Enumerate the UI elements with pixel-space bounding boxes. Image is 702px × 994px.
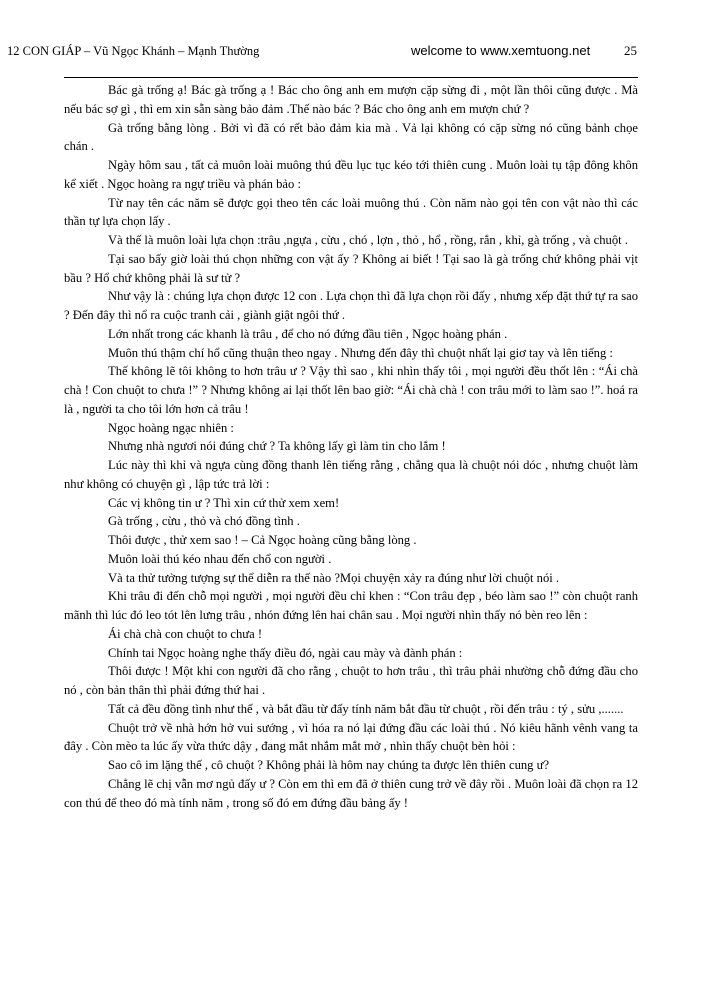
paragraph: Và thế là muôn loài lựa chọn :trâu ,ngựa , cừu , chó , lợn , thỏ , hổ , rồng, rắn , khỉ, gà trống , và chuột . <box>108 233 628 247</box>
paragraph: Từ nay tên các năm sẽ được gọi theo tên các loài muông thú . Còn năm nào gọi tên con vật nào thì các thần tự lựa chọn lấy . <box>64 195 638 229</box>
paragraph: Lớn nhất trong các khanh là trâu , để cho nó đứng đầu tiên , Ngọc hoàng phán . <box>108 326 508 341</box>
paragraph: Các vị không tin ư ? Thì xin cứ thử xem xem! <box>108 495 340 510</box>
paragraph: Bác gà trống ạ! Bác gà trống ạ ! Bác cho ông anh em mượn cặp sừng đi , một lần thôi cũng được . Mà nếu bác sợ gì , thì em xin sẵn sàng bảo đảm .Thế nào bác ? Bác cho ông anh em mượn chứ ? <box>64 83 638 116</box>
paragraph: Ngày hôm sau , tất cả muôn loài muông thú đều lục tục kéo tới thiên cung . Muôn loài tụ tập đông khôn kể xiết . Ngọc hoàng ra ngự triều và phán bảo : <box>64 158 638 191</box>
book-title: 12 CON GIÁP – Vũ Ngọc Khánh – Mạnh Thường <box>7 44 260 58</box>
paragraph: Chính tai Ngọc hoàng nghe thấy điều đó, ngài cau mày và đành phán : <box>108 645 463 660</box>
paragraph: Gà trống , cừu , thỏ và chó đồng tình . <box>108 514 300 529</box>
paragraph: Lúc này thì khỉ và ngựa cùng đồng thanh lên tiếng rằng , chẳng qua là chuột nói dóc , nhưng chuột làm như không có chuyện gì , lập tức trả lời : <box>64 458 638 491</box>
paragraph: Tất cả đều đồng tình như thế , và bắt đầu từ đấy tính năm bắt đầu từ chuột , rồi đến trâu : tý , sửu ,....... <box>108 701 624 716</box>
paragraph: Gà trống bằng lòng . Bởi vì đã có rết bảo đảm kia mà . Vả lại không có cặp sừng nó cũng bảnh chọe chán . <box>64 120 638 154</box>
paragraph: Tại sao bấy giờ loài thú chọn những con vật ấy ? Không ai biết ! Tại sao là gà trống chứ không phải vịt bầu ? Hổ chứ không phải là sư tử ? <box>64 251 638 285</box>
story-body <box>64 81 638 812</box>
paragraph: Và ta thử tưởng tượng sự thể diễn ra thế nào ?Mọi chuyện xảy ra đúng như lời chuột nói . <box>108 570 560 585</box>
paragraph: Thế không lẽ tôi không to hơn trâu ư ? Vậy thì sao , khi nhìn thấy tôi , mọi người đều thốt lên : “Ái chà chà ! Con chuột to chưa !” ? Nhưng không ai lại thốt lên bao giờ: “Ái chà chà ! con trâu mới to làm sao !”. hoá ra là , người ta cho tôi lớn hơn cả trâu ! <box>64 364 638 416</box>
paragraph: Thôi được , thử xem sao ! – Cả Ngọc hoàng cũng bằng lòng . <box>108 533 417 547</box>
paragraph: Muôn loài thú kéo nhau đến chổ con người . <box>108 551 332 566</box>
paragraph: Thôi được ! Một khi con người đã cho rằng , chuột to hơn trâu , thì trâu phải nhường chỗ đứng đầu cho nó , còn bản thân thì phải đứng thứ hai . <box>64 664 638 697</box>
paragraph: Khi trâu đi đến chỗ mọi người , mọi người đều chỉ khen : “Con trâu đẹp , béo làm sao !” còn chuột ranh mãnh thì lúc đó leo tót lên lưng trâu , nhón đứng lên hai chân sau . Mọi người nhìn thấy nó bèn reo lên : <box>64 589 638 622</box>
header-divider <box>64 77 638 78</box>
paragraph: Ái chà chà con chuột to chưa ! <box>108 626 263 641</box>
page-number: 25 <box>624 43 637 58</box>
paragraph: Sao cô im lặng thế , cô chuột ? Không phải là hôm nay chúng ta được lên thiên cung ư? <box>108 758 550 772</box>
paragraph: Chuột trở về nhà hớn hở vui sướng , vì hóa ra nó lại đứng đầu các loài thú . Nó kiêu hãnh vênh vang ta đây . Còn mèo ta lúc ấy vừa thức dậy , đang mắt nhắm mắt mở , nhìn thấy chuột bèn hỏi : <box>64 720 638 754</box>
paragraph: Chẳng lẽ chị vẫn mơ ngủ đấy ư ? Còn em thì em đã ở thiên cung trở về đây rồi . Muôn loài đã chọn ra 12 con thú để theo đó mà tính năm , trong số đó em đứng đầu bảng ấy ! <box>64 776 638 810</box>
paragraph: Như vậy là : chúng lựa chọn được 12 con . Lựa chọn thì đã lựa chọn rồi đấy , nhưng xếp đặt thứ tự ra sao ? Đến đây thì nổ ra cuộc tranh cải , giành giật ngôi thứ . <box>64 289 638 322</box>
paragraph: Muôn thú thậm chí hổ cũng thuận theo ngay . Nhưng đến đây thì chuột nhất lại giơ tay và lên tiếng : <box>108 345 613 360</box>
paragraph: Nhưng nhà ngươi nói đúng chứ ? Ta không lấy gì làm tin cho lắm ! <box>108 439 446 454</box>
website-banner: welcome to www.xemtuong.net <box>411 43 591 58</box>
paragraph: Ngọc hoàng ngạc nhiên : <box>108 420 234 435</box>
